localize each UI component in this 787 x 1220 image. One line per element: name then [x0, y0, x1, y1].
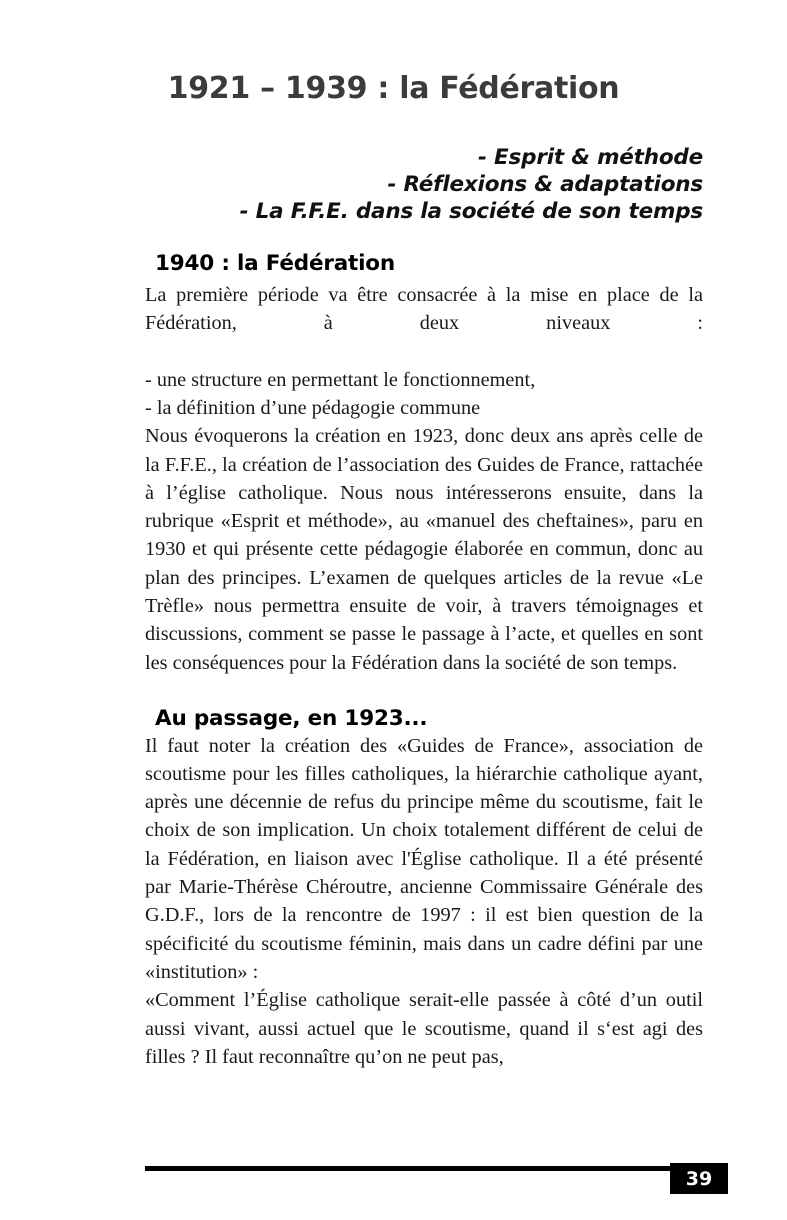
paragraph-quotation: «Comment l’Église catholique serait-elle passée à côté d’un outil aussi vivant, aussi actuel que le scoutisme, quand il s‘est agi des filles ? Il faut reconnaître qu’on ne peut pas, [145, 989, 703, 1068]
subtitle-line-2: - Réflexions & adaptations [387, 172, 703, 197]
subtitle-line-3: - La F.F.E. dans la société de son temps [239, 199, 703, 224]
footer-rule [145, 1166, 670, 1171]
subtitle-list [140, 144, 703, 225]
section-spacer [145, 677, 703, 707]
paragraph-guides-de-france: Il faut noter la création des «Guides de France», association de scoutisme pour les filles catholiques, la hiérarchie catholique ayant, après une décennie de refus du principe même du scoutisme, fait le choix de son implication. Un choix totalement différent de celui de la Fédération, en liaison avec l'Église catholique. Il a été présenté par Marie-Thérèse Chéroutre, ancienne Commissaire Générale des G.D.F., lors de la rencontre de 1997 : il est bien question de la spécificité du scoutisme féminin, mais dans un cadre défini par une «institution» : [145, 734, 703, 983]
paragraph-intro: La première période va être consacrée à la mise en place de la Fédération, à deux niveaux : [145, 283, 703, 335]
list-item-definition: - la définition d’une pédagogie commune [145, 396, 481, 419]
paragraph-evocation: Nous évoquerons la création en 1923, donc deux ans après celle de la F.F.E., la création de l’association des Guides de France, rattachée à l’église catholique. Nous nous intéresserons ensuite, dans la rubrique «Esprit et méthode», au «manuel des cheftaines», paru en 1930 et qui présente cette pédagogie élaborée en commun, donc au plan des principes. L’examen de quelques articles de la revue «Le Trèfle» nous permettra ensuite de voir, à travers témoignages et discussions, comment se passe le passage à l’acte, et quelles en sont les conséquences pour la Fédération dans la société de son temps. [145, 425, 703, 674]
section-2-body [145, 732, 703, 1072]
body-content [145, 252, 703, 1071]
section-1-body [145, 281, 703, 677]
page-title: 1921 – 1939 : la Fédération [167, 71, 620, 106]
page-number: 39 [670, 1163, 728, 1194]
section-heading-au-passage: Au passage, en 1923... [155, 705, 428, 731]
section-heading-1940: 1940 : la Fédération [155, 251, 395, 276]
subtitle-line-1: - Esprit & méthode [478, 145, 703, 170]
list-item-structure: - une structure en permettant le fonctionnement, [145, 368, 536, 391]
